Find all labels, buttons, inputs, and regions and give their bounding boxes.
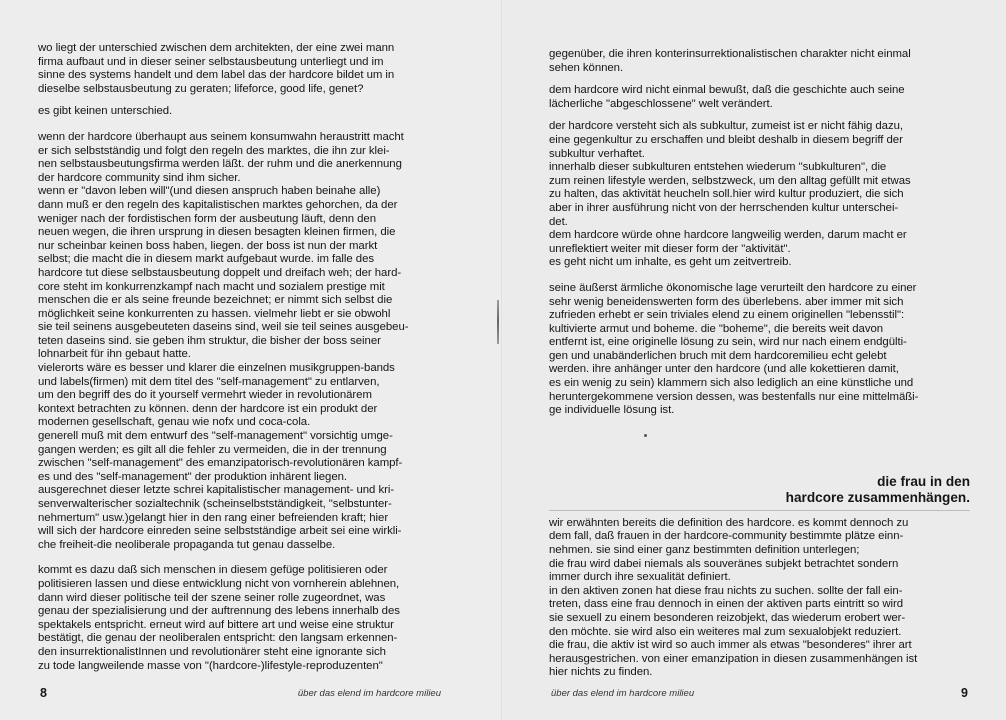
right-page-number: 9 (961, 686, 968, 700)
margin-pencil-mark (497, 300, 499, 344)
left-paragraph-3: wenn der hardcore überhaupt aus seinem konsumwahn heraustritt macht er sich selbstständig und folgt den regeln des marktes, die ihn zur klei- nen selbstausbeutungsfirma werden läßt. der ruhm und die anerkennung der hardcore community sind ihm sicher. wenn er "davon leben will"(und diesen anspruch haben beinahe alle) dann muß er den regeln des kapitalistischen marktes gehorchen, da der weniger nach der fordistischen form der ausbeutung läuft, denn den neuen wegen, die ihren ursprung in diesen besagten kleinen firmen, die nur scheinbar keinen boss haben, liegen. der boss ist nun der markt selbst; die macht die in diesem markt aufgebaut wurde. im falle des hardcore tut diese selbstausbeutung doppelt und dreifach weh; der hard- core steht im konkurrenzkampf nach macht und sozialem prestige mit menschen die er als seine freunde bezeichnet; er nimmt sich selbst die möglichkeit seine konkurrenten zu hassen. vielmehr liebt er sie obwohl sie teil seinens ausgebeuteten daseins sind, weil sie teil seines ausgebeu- teten daseins sind. sie geben ihm struktur, die bisher der boss seiner lohnarbeit für ihn gebaut hatte. vielerorts wäre es besser und klarer die einzelnen musikgruppen-bands und labels(firmen) mit dem titel des "self-management" zu entlarven, um den begriff des do it yourself vermehrt wieder in revolutionärem kontext betrachten zu können. denn der hardcore ist ein produkt der modernen gesellschaft, genau wie nofx und coca-cola. generell muß mit dem entwurf des "self-management" vorsichtig umge- gangen werden; es gilt all die fehler zu vermeiden, die in der trennung zwischen "self-management" des emanzipatorisch-revolutionären kampf- es und des "self-management" der produktion inhärent liegen. ausgerechnet dieser letzte schrei kapitalistischer management- und kri- senverwalterischer sozialtechnik (scheinselbstständigkeit, "selbstunter- nehmertum" usw.)gelangt hier in den rang einer befreienden kraft; hier will sich der hardcore einreden seine selbstständige arbeit sei eine wirkli- che freiheit-die neoliberale propaganda tut genau dasselbe. (38, 130, 409, 551)
left-running-title: über das elend im hardcore milieu (297, 688, 441, 699)
section-paragraph: wir erwähnten bereits die definition des hardcore. es kommt dennoch zu dem fall, daß frauen in der hardcore-community bestimmte plätze einn- nehmen. sie sind einer ganz bestimmten definition unterlegen; die frau wird dabei niemals als souveränes subjekt betrachtet sondern immer durch ihre sexualität definiert. in den aktiven zonen hat diese frau nichts zu suchen. sollte der fall ein- treten, dass eine frau dennoch in einen der aktiven parts eintritt so wird sie sexuell zu einem besonderen reizobjekt, das wiederum erobert wer- den möchte. sie wird also ein weiteres mal zum sexualobjekt reduziert. die frau, die aktiv ist wird so auch immer als etwas "besonderes" ihrer art herausgestrichen. von einer emanzipation in diesen zusammenhängen ist hier nichts zu finden. (549, 516, 918, 679)
section-heading: die frau in den hardcore zusammenhängen. (785, 473, 970, 505)
left-paragraph-1: wo liegt der unterschied zwischen dem architekten, der eine zwei mann firma aufbaut und in dieser seiner selbstausbeutung unterliegt und im sinne des systems handelt und dem label das der hardcore bildet um in dieselbe selbstausbeutung zu geraten; lifeforce, good life, genet? (38, 42, 395, 95)
heading-divider (549, 510, 970, 511)
right-paragraph-2: dem hardcore wird nicht einmal bewußt, daß die geschichte auch seine lächerliche "abgeschlossene" welt verändert. (549, 84, 905, 110)
right-paragraph-1: gegenüber, die ihren konterinsurrektionalistischen charakter nicht einmal sehen können. (549, 48, 911, 74)
right-paragraph-3: der hardcore versteht sich als subkultur, zumeist ist er nicht fähig dazu, eine gegenkultur zu erschaffen und bleibt deshalb in diesem begriff der subkultur verhaftet. innerhalb dieser subkulturen entstehen wiederum "subkulturen", die zum reinen lifestyle werden, selbstzweck, um den alltag gefüllt mit etwas zu halten, das aktivität heucheln soll.hier wird kultur produziert, die sich aber in ihrer ausführung nicht von der herrschenden kultur unterschei- det. dem hardcore würde ohne hardcore langweilig werden, darum macht er unreflektiert weiter mit dieser form der "aktivität". es geht nicht um inhalte, es geht um zeitvertreib. (549, 120, 911, 269)
left-page-number: 8 (40, 686, 47, 700)
left-paragraph-2: es gibt keinen unterschied. (38, 105, 173, 118)
right-text-column (549, 48, 986, 680)
print-speck (644, 434, 647, 437)
left-paragraph-4: kommt es dazu daß sich menschen in diesem gefüge politisieren oder politisieren lassen und diese entwicklung nicht von vornherein ablehnen, dann wird dieser politische teil der szene seiner rolle zugeordnet, was genau der spezialisierung und der auftrennung des lebens innerhalb des spektakels entspricht. erneut wird auf bittere art und weise eine struktur bestätigt, die genau der neoliberalen entspricht: den langsam erkennen- den insurrektionalistInnen und revolutionärer steht eine ignorante sich zu tode langweilende masse von "(hardcore-)lifestyle-reproduzenten" (38, 564, 400, 672)
left-text-column (38, 42, 483, 673)
right-paragraph-4: seine äußerst ärmliche ökonomische lage verurteilt den hardcore zu einer sehr wenig beneidenswerten form des überlebens. aber immer mit sich zufrieden erhebt er sein triviales elend zu einem originellen "lebensstil": kultivierte armut und boheme. die "boheme", die bereits weit davon entfernt ist, eine originelle lösung zu sein, wird nur nach einem endgülti- gen und unabänderlichen bruch mit dem hardcoremilieu echt gelebt werden. ihre anhänger unter den hardcore (und alle kokettieren damit, es ein wenig zu sein) klammern sich also lediglich an eine künstliche und heruntergekommene version dessen, was bestenfalls nur eine mittelmäßi- ge individuelle lösung ist. (549, 281, 919, 417)
right-page (503, 0, 1006, 720)
right-running-title: über das elend im hardcore milieu (551, 688, 695, 699)
